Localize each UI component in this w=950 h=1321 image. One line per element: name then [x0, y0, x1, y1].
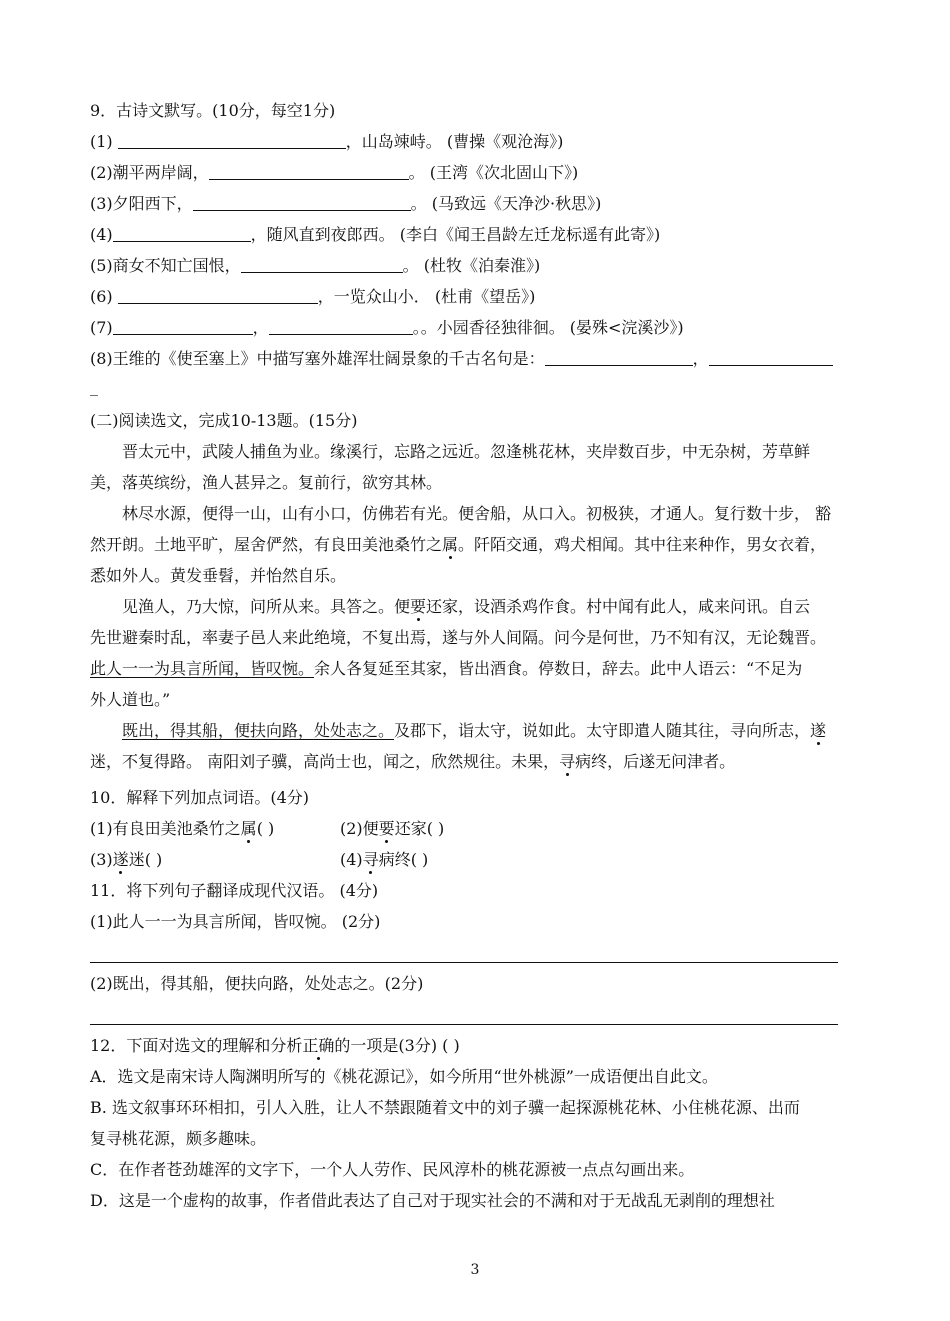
dotted-word: 寻: [362, 850, 379, 869]
section-2-title: (二)阅读选文，完成10-13题。(15分): [90, 411, 358, 430]
dotted-word: 寻: [559, 752, 576, 771]
passage-line: [90, 596, 810, 618]
answer-blank[interactable]: [545, 349, 693, 366]
q10-item-4: [340, 849, 428, 871]
q9-item-6: [90, 286, 535, 308]
q9-item-4-suffix: ，随风直到夜郎西。 (李白《闻王昌龄左迁龙标遥有此寄》): [250, 225, 661, 244]
answer-blank[interactable]: [113, 225, 251, 242]
q12-title: [90, 1035, 460, 1057]
answer-blank[interactable]: [113, 318, 253, 335]
q12-title-text: 12．下面对选文的理解和分析: [90, 1036, 303, 1055]
q9-item-5-prefix: (5)商女不知亡国恨，: [90, 256, 241, 275]
q9-item-7-suffix: 。。小园香径独徘徊。 (晏殊<浣溪沙》): [412, 318, 684, 337]
q11-sentence-1: (1)此人一一为具言所闻，皆叹惋。 (2分): [90, 912, 381, 931]
q9-item-8-comma: ，: [692, 349, 709, 368]
answer-line[interactable]: [90, 962, 838, 963]
answer-blank[interactable]: [709, 349, 833, 366]
answer-line[interactable]: [90, 1024, 838, 1025]
passage-line: [90, 720, 826, 742]
q9-item-5-suffix: 。 (杜牧《泊秦淮》): [402, 256, 541, 275]
dotted-word: 遂: [810, 721, 827, 740]
passage-line: [90, 658, 802, 680]
q12-option-c[interactable]: C．在作者苍劲雄浑的文字下，一个人人劳作、民风淳朴的桃花源被一点点勾画出来。: [90, 1160, 695, 1179]
q9-item-5: [90, 255, 540, 277]
q10-item-text: (2)便: [340, 819, 379, 838]
q9-item-2-prefix: (2)潮平两岸阔，: [90, 163, 209, 182]
underlined-sentence: 此人一一为具言所闻，皆叹惋。: [90, 659, 315, 678]
q9-item-2: [90, 162, 578, 184]
answer-blank[interactable]: [118, 287, 318, 304]
q9-item-6-suffix: ，一览众山小． (杜甫《望岳》): [317, 287, 536, 306]
answer-blank[interactable]: [209, 163, 409, 180]
passage-text: 见渔人，乃大惊，问所从来。具答之。便: [122, 597, 411, 616]
answer-blank[interactable]: [193, 194, 411, 211]
q9-item-8: [90, 348, 833, 370]
dotted-word: 要: [410, 597, 427, 616]
dotted-word: 属: [240, 819, 257, 838]
passage-line: [90, 751, 735, 773]
q9-item-4-prefix: (4): [90, 225, 113, 244]
passage-text: 迷，不复得路。 南阳刘子骥，高尚士也，闻之，欣然规往。未果，: [90, 752, 560, 771]
q9-item-7: [90, 317, 684, 339]
q9-item-2-suffix: 。 (王湾《次北固山下》): [408, 163, 579, 182]
answer-blank[interactable]: [241, 256, 403, 273]
passage-line: 美，落英缤纷，渔人甚异之。复前行，欲穷其林。: [90, 473, 443, 492]
q9-item-8-prefix: (8)王维的《使至塞上》中描写塞外雄浑壮阔景象的千古名句是：: [90, 349, 545, 368]
dotted-word: 要: [378, 819, 395, 838]
q10-item-3: [90, 849, 162, 871]
q9-item-8-overflow: _: [90, 377, 98, 396]
q12-option-a[interactable]: A．选文是南宋诗人陶渊明所写的《桃花源记》，如今所用“世外桃源”一成语便出自此文。: [90, 1067, 718, 1086]
q9-item-1-suffix: ，山岛竦峙。 (曹操《观沧海》): [345, 132, 564, 151]
dotted-word: 遂: [112, 850, 129, 869]
q9-item-3-prefix: (3)夕阳西下，: [90, 194, 193, 213]
q10-item-text: (1)有良田美池桑竹之: [90, 819, 241, 838]
passage-text: 。阡陌交通，鸡犬相闻。其中往来种作，男女衣着，: [458, 535, 827, 554]
q9-item-3-suffix: 。 (马致远《天净沙·秋思》): [410, 194, 602, 213]
q9-item-6-prefix: (6): [90, 287, 118, 306]
page-number: 3: [470, 1262, 480, 1278]
q9-title: 9．古诗文默写。(10分，每空1分): [90, 101, 336, 120]
q10-title: 10．解释下列加点词语。(4分): [90, 788, 310, 807]
q10-item-2: [340, 818, 444, 840]
q10-item-text: (4): [340, 850, 363, 869]
q12-title-text: 的一项是(3分) ( ): [334, 1036, 460, 1055]
underlined-sentence: 既出，得其船，便扶向路，处处志之。: [122, 721, 395, 740]
q9-item-4: [90, 224, 660, 246]
q12-option-b-continued: 复寻桃花源，颇多趣味。: [90, 1129, 267, 1148]
answer-blank[interactable]: [269, 318, 413, 335]
passage-text: 还家，设酒杀鸡作食。村中闻有此人，咸来问讯。自云: [426, 597, 811, 616]
q9-item-3: [90, 193, 601, 215]
passage-line: 外人道也。”: [90, 690, 171, 709]
q12-option-b[interactable]: B. 选文叙事环环相扣，引人入胜，让人不禁跟随着文中的刘子骥一起探源桃花林、小住桃花源、出而: [90, 1098, 800, 1117]
passage-text: 及郡下，诣太守，说如此。太守即遣人随其往，寻向所志，: [394, 721, 811, 740]
q12-option-d[interactable]: D．这是一个虚构的故事，作者借此表达了自己对于现实社会的不满和对于无战乱无剥削的理想社: [90, 1191, 775, 1210]
passage-line: 先世避秦时乱，率妻子邑人来此绝境，不复出焉，遂与外人间隔。问今是何世，乃不知有汉，无论魏晋。: [90, 628, 827, 647]
answer-parentheses[interactable]: 病终( ): [378, 850, 429, 869]
dotted-word: 正确: [302, 1036, 335, 1055]
q9-item-1: [90, 131, 563, 153]
q10-item-text: (3): [90, 850, 113, 869]
answer-parentheses[interactable]: 迷( ): [128, 850, 163, 869]
passage-line: 晋太元中，武陵人捕鱼为业。缘溪行，忘路之远近。忽逢桃花林，夹岸数百步，中无杂树，芳草鲜: [122, 442, 811, 461]
answer-blank[interactable]: [118, 132, 346, 149]
q9-item-7-prefix: (7): [90, 318, 113, 337]
dotted-word: 属: [442, 535, 459, 554]
passage-text: 然开朗。土地平旷，屋舍俨然，有良田美池桑竹之: [90, 535, 443, 554]
q9-item-1-prefix: (1): [90, 132, 118, 151]
q10-item-1: [90, 818, 274, 840]
answer-parentheses[interactable]: 还家( ): [394, 819, 445, 838]
passage-text: 余人各复延至其家，皆出酒食。停数日，辞去。此中人语云：“不足为: [314, 659, 803, 678]
q11-sentence-2: (2)既出，得其船，便扶向路，处处志之。(2分): [90, 974, 424, 993]
passage-line: 林尽水源，便得一山，山有小口，仿佛若有光。便舍船，从口入。初极狭，才通人。复行数十步， 豁: [122, 504, 832, 523]
q11-title: 11．将下列句子翻译成现代汉语。 (4分): [90, 881, 379, 900]
answer-parentheses[interactable]: ( ): [256, 819, 275, 838]
passage-line: 悉如外人。黄发垂髫，并怡然自乐。: [90, 566, 347, 585]
passage-line: [90, 534, 826, 556]
q9-item-7-comma: ，: [252, 318, 269, 337]
passage-text: 病终，后遂无问津者。: [575, 752, 736, 771]
